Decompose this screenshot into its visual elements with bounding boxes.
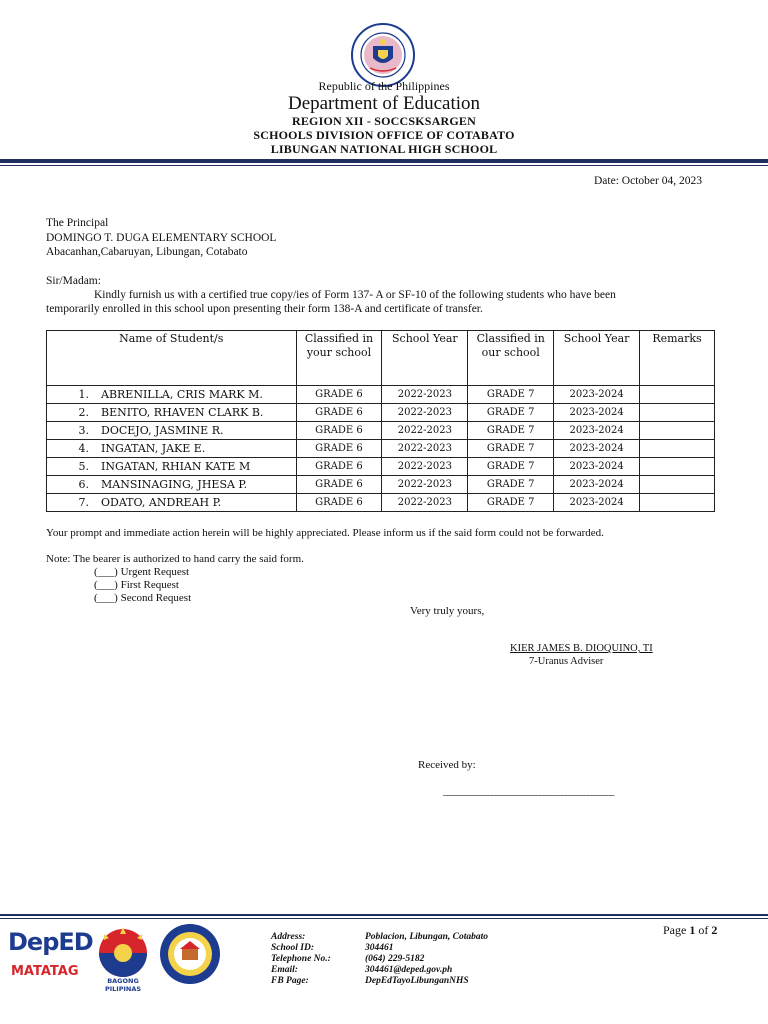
recipient-address: Abacanhan,Cabaruyan, Libungan, Cotabato: [46, 246, 248, 258]
body-line-1: Kindly furnish us with a certified true copy/ies of Form 137- A or SF-10 of the following students who have been: [94, 289, 616, 301]
received-by-label: Received by:: [418, 759, 476, 771]
header-classified-your: Classified in your school: [296, 331, 382, 386]
deped-matatag-logo: [8, 928, 93, 986]
footer-label-address: Address:: [271, 932, 306, 942]
footer-value-address: Poblacion, Libungan, Cotabato: [365, 932, 488, 942]
footer-values: [365, 932, 488, 987]
bagong-pilipinas-label: BAGONG PILIPINAS: [104, 977, 142, 993]
header-school-year-now: School Year: [554, 331, 640, 386]
school-seal-logo: [158, 922, 222, 986]
footer-value-school-id: 304461: [365, 943, 394, 953]
division-label: SCHOOLS DIVISION OFFICE OF COTABATO: [253, 128, 515, 142]
year-prev: 2022-2023: [382, 386, 468, 404]
footer-rule-thin: [0, 918, 768, 919]
footer-value-telephone: (064) 229-5182: [365, 954, 425, 964]
footer-label-telephone: Telephone No.:: [271, 954, 331, 964]
request-second: (___) Second Request: [94, 592, 192, 604]
footer-label-fb-page: FB Page:: [271, 976, 309, 986]
republic-label: Republic of the Philippines: [318, 79, 450, 93]
received-signature-line: ______________________________________________: [443, 786, 614, 797]
matatag-wordmark: MATATAG: [11, 964, 79, 979]
footer-label-email: Email:: [271, 965, 298, 975]
table-row: [47, 422, 715, 440]
remarks-cell: [640, 440, 715, 458]
footer-label-school-id: School ID:: [271, 943, 315, 953]
grade-now: GRADE 7: [468, 440, 554, 458]
recipient-school: DOMINGO T. DUGA ELEMENTARY SCHOOL: [46, 232, 277, 244]
table-header-row: [47, 331, 715, 386]
year-prev: 2022-2023: [382, 476, 468, 494]
grade-prev: GRADE 6: [296, 458, 382, 476]
year-prev: 2022-2023: [382, 404, 468, 422]
footer-labels: [271, 932, 331, 987]
remarks-cell: [640, 404, 715, 422]
grade-now: GRADE 7: [468, 422, 554, 440]
request-first: (___) First Request: [94, 579, 179, 591]
year-prev: 2022-2023: [382, 422, 468, 440]
deped-wordmark: DepED: [8, 928, 93, 956]
grade-prev: GRADE 6: [296, 422, 382, 440]
footer-value-fb-page: DepEdTayoLibunganNHS: [365, 976, 469, 986]
students-table: [46, 330, 715, 512]
year-now: 2023-2024: [554, 422, 640, 440]
bagong-pilipinas-logo: [92, 926, 154, 993]
year-now: 2023-2024: [554, 494, 640, 512]
request-urgent: (___) Urgent Request: [94, 566, 190, 578]
table-row: [47, 404, 715, 422]
student-name: 3. DOCEJO, JASMINE R.: [47, 422, 297, 440]
note-line: Note: The bearer is authorized to hand carry the said form.: [46, 553, 304, 565]
footer-value-email: 304461@deped.gov.ph: [365, 965, 453, 975]
grade-prev: GRADE 6: [296, 404, 382, 422]
grade-now: GRADE 7: [468, 494, 554, 512]
year-prev: 2022-2023: [382, 458, 468, 476]
header-name: Name of Student/s: [47, 331, 297, 386]
header-rule: [0, 159, 768, 163]
recipient-title: The Principal: [46, 217, 109, 229]
remarks-cell: [640, 476, 715, 494]
remarks-cell: [640, 422, 715, 440]
year-prev: 2022-2023: [382, 440, 468, 458]
year-now: 2023-2024: [554, 404, 640, 422]
student-name: 4. INGATAN, JAKE E.: [47, 440, 297, 458]
footer-rule: [0, 914, 768, 916]
grade-prev: GRADE 6: [296, 476, 382, 494]
table-row: [47, 458, 715, 476]
remarks-cell: [640, 458, 715, 476]
grade-prev: GRADE 6: [296, 386, 382, 404]
salutation: Sir/Madam:: [46, 275, 101, 287]
body-line-2: temporarily enrolled in this school upon presenting their form 138-A and certificate of transfer.: [46, 303, 483, 315]
year-now: 2023-2024: [554, 458, 640, 476]
year-prev: 2022-2023: [382, 494, 468, 512]
year-now: 2023-2024: [554, 386, 640, 404]
header-school-year-prev: School Year: [382, 331, 468, 386]
page-number: Page 1 of 2: [663, 923, 718, 937]
table-row: [47, 440, 715, 458]
letter-date: Date: October 04, 2023: [594, 175, 702, 187]
student-name: 1. ABRENILLA, CRIS MARK M.: [47, 386, 297, 404]
student-name: 6. MANSINAGING, JHESA P.: [47, 476, 297, 494]
department-title: Department of Education: [287, 93, 481, 114]
remarks-cell: [640, 494, 715, 512]
closing-line: Your prompt and immediate action herein will be highly appreciated. Please inform us if the said form could not be forwarded.: [46, 527, 604, 539]
grade-now: GRADE 7: [468, 458, 554, 476]
grade-prev: GRADE 6: [296, 494, 382, 512]
grade-now: GRADE 7: [468, 404, 554, 422]
signatory-position: 7-Uranus Adviser: [529, 656, 604, 667]
table-row: [47, 494, 715, 512]
school-label: LIBUNGAN NATIONAL HIGH SCHOOL: [270, 142, 498, 156]
grade-now: GRADE 7: [468, 386, 554, 404]
header-classified-our: Classified in our school: [468, 331, 554, 386]
year-now: 2023-2024: [554, 476, 640, 494]
region-label: REGION XII - SOCCSKSARGEN: [291, 114, 477, 128]
remarks-cell: [640, 386, 715, 404]
grade-now: GRADE 7: [468, 476, 554, 494]
student-name: 5. INGATAN, RHIAN KATE M: [47, 458, 297, 476]
year-now: 2023-2024: [554, 440, 640, 458]
header-rule-thin: [0, 165, 768, 166]
table-row: [47, 386, 715, 404]
student-name: 2. BENITO, RHAVEN CLARK B.: [47, 404, 297, 422]
student-name: 7. ODATO, ANDREAH P.: [47, 494, 297, 512]
signatory-name: KIER JAMES B. DIOQUINO, TI: [510, 643, 653, 654]
valediction: Very truly yours,: [410, 605, 485, 617]
grade-prev: GRADE 6: [296, 440, 382, 458]
header-remarks: Remarks: [640, 331, 715, 386]
table-row: [47, 476, 715, 494]
